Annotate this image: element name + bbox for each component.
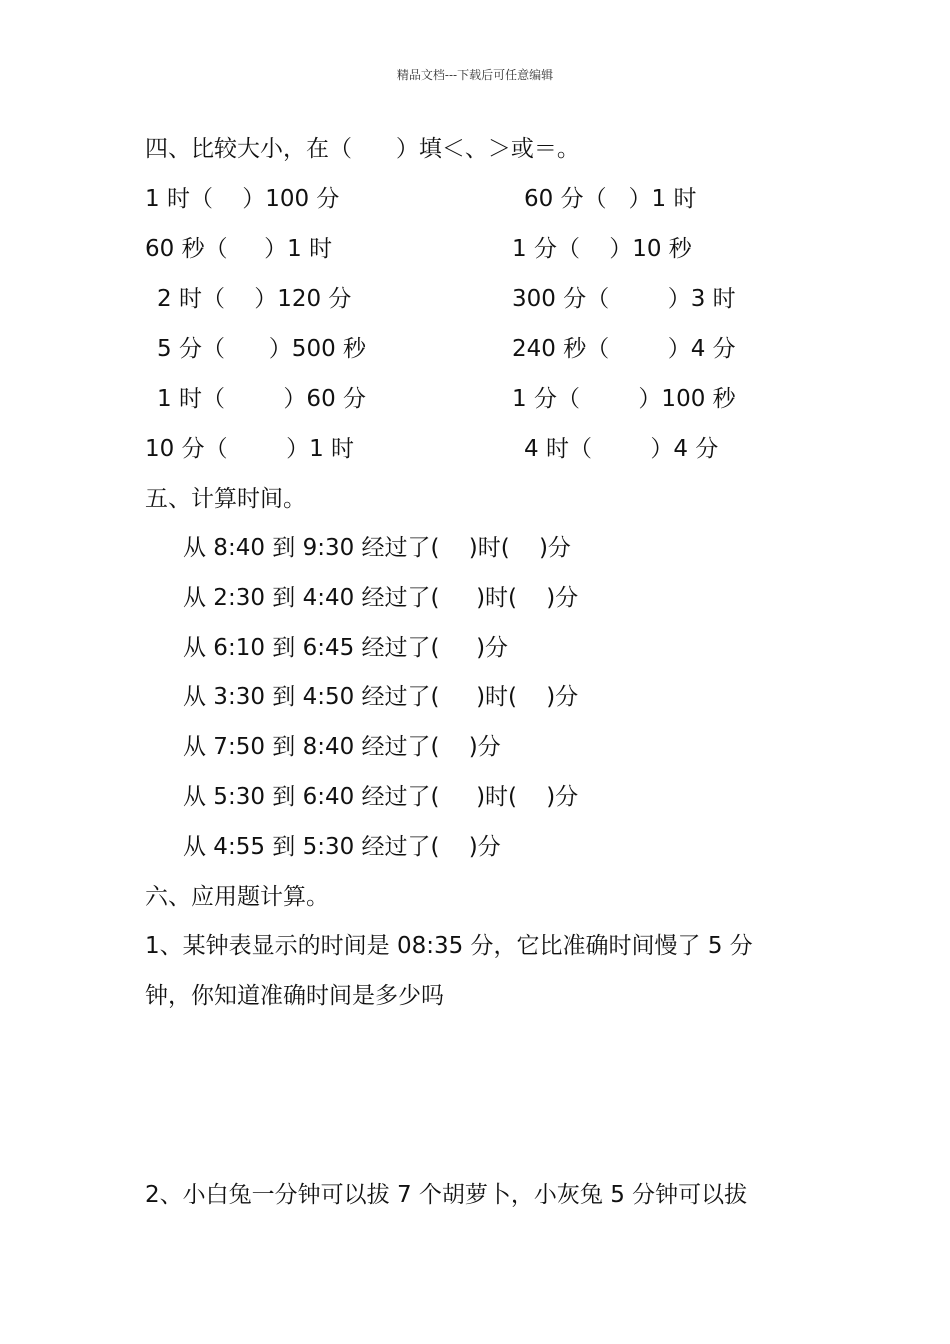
compare-row-6-left: 10 分（ ）1 时 bbox=[145, 436, 355, 462]
section6-title: 六、应用题计算。 bbox=[145, 884, 329, 910]
page-header: 精品文档---下载后可任意编辑 bbox=[396, 68, 554, 82]
compare-row-4-right: 240 秒（ ）4 分 bbox=[512, 336, 736, 362]
compare-row-2-left: 60 秒（ ）1 时 bbox=[145, 236, 333, 262]
compare-row-5-left: 1 时（ ）60 分 bbox=[157, 386, 367, 412]
compare-row-1-left: 1 时（ ）100 分 bbox=[145, 186, 340, 212]
compare-row-6-right: 4 时（ ）4 分 bbox=[524, 436, 719, 462]
section5-title: 五、计算时间。 bbox=[145, 486, 306, 512]
compare-row-3-right: 300 分（ ）3 时 bbox=[512, 286, 736, 312]
calc-item-4: 从 3:30 到 4:50 经过了( )时( )分 bbox=[183, 684, 579, 710]
calc-item-6: 从 5:30 到 6:40 经过了( )时( )分 bbox=[183, 784, 579, 810]
question-1-line-1: 1、某钟表显示的时间是 08:35 分，它比准确时间慢了 5 分 bbox=[145, 933, 753, 959]
calc-item-5: 从 7:50 到 8:40 经过了( )分 bbox=[183, 734, 501, 760]
calc-item-3: 从 6:10 到 6:45 经过了( )分 bbox=[183, 635, 509, 661]
calc-item-2: 从 2:30 到 4:40 经过了( )时( )分 bbox=[183, 585, 579, 611]
compare-row-1-right: 60 分（ ）1 时 bbox=[524, 186, 697, 212]
question-1-line-2: 钟，你知道准确时间是多少吗 bbox=[145, 983, 444, 1009]
compare-row-5-right: 1 分（ ）100 秒 bbox=[512, 386, 736, 412]
compare-row-2-right: 1 分（ ）10 秒 bbox=[512, 236, 692, 262]
section4-title: 四、比较大小，在（ ）填＜、＞或＝。 bbox=[145, 136, 580, 162]
question-2-line-1: 2、小白兔一分钟可以拔 7 个胡萝卜，小灰兔 5 分钟可以拔 bbox=[145, 1182, 748, 1208]
calc-item-7: 从 4:55 到 5:30 经过了( )分 bbox=[183, 834, 501, 860]
compare-row-4-left: 5 分（ ）500 秒 bbox=[157, 336, 367, 362]
calc-item-1: 从 8:40 到 9:30 经过了( )时( )分 bbox=[183, 535, 571, 561]
compare-row-3-left: 2 时（ ）120 分 bbox=[157, 286, 352, 312]
